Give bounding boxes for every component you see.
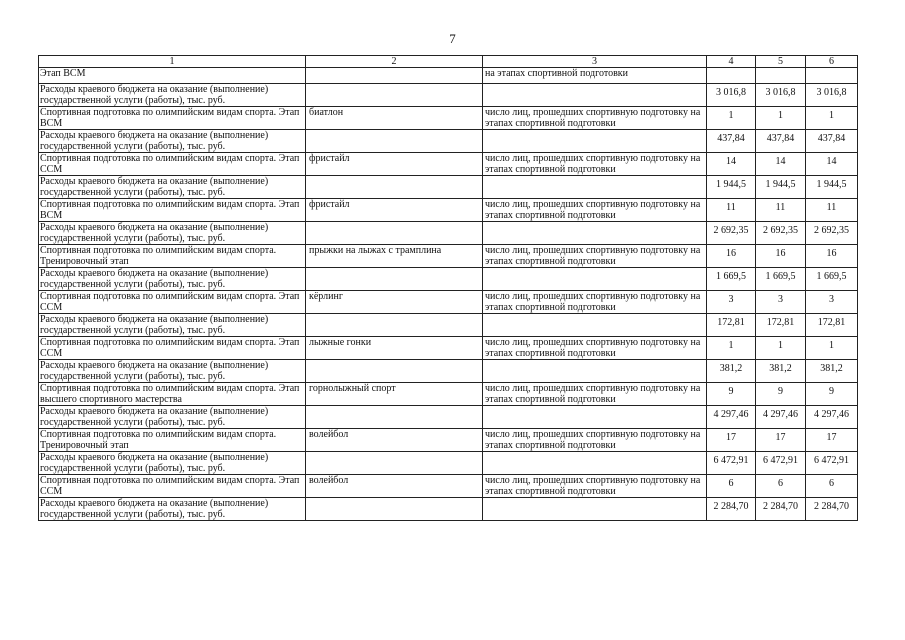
value-text: 17: [826, 432, 837, 443]
empty-cell: [483, 222, 707, 245]
value-text: 437,84: [766, 133, 795, 144]
value-cell: [756, 314, 806, 337]
page-number: 7: [449, 31, 456, 46]
value-text: 381,2: [719, 363, 743, 374]
value-text: 3: [829, 294, 834, 305]
value-text: 4 297,46: [713, 409, 749, 420]
sport-cell: волейбол: [306, 475, 483, 498]
value-cell: [707, 452, 756, 475]
expense-label-cell: Расходы краевого бюджета на оказание (выполнение) государственной услуги (работы), тыс. руб.: [39, 268, 306, 291]
value-text: 2 284,70: [814, 501, 849, 512]
expense-row: [39, 406, 858, 429]
quantity-row: [39, 429, 858, 452]
value-cell: [806, 452, 858, 475]
value-cell: [707, 406, 756, 429]
sport-cell: волейбол: [306, 429, 483, 452]
expense-label-cell: Расходы краевого бюджета на оказание (выполнение) государственной услуги (работы), тыс. руб.: [39, 222, 306, 245]
sport-cell: биатлон: [306, 107, 483, 130]
expense-label-cell: Расходы краевого бюджета на оказание (выполнение) государственной услуги (работы), тыс. руб.: [39, 406, 306, 429]
service-cell: Спортивная подготовка по олимпийским видам спорта. Этап ССМ: [39, 475, 306, 498]
value-text: 4 297,46: [814, 409, 849, 420]
value-text: 2 284,70: [713, 501, 749, 512]
empty-cell: [483, 360, 707, 383]
value-text: 14: [775, 156, 786, 167]
value-cell: [806, 360, 858, 383]
quantity-row: [39, 337, 858, 360]
value-text: 1: [829, 340, 834, 351]
value-cell: [707, 245, 756, 268]
value-text: 1: [778, 110, 783, 121]
header-col-4: 4: [707, 56, 756, 68]
empty-cell: [483, 314, 707, 337]
expense-row: [39, 176, 858, 199]
empty-cell: [483, 452, 707, 475]
value-text: 6: [728, 478, 734, 489]
value-text: 3: [778, 294, 783, 305]
value-text: 2 692,35: [814, 225, 849, 236]
value-text: 16: [826, 248, 837, 259]
empty-cell: [306, 360, 483, 383]
value-cell: [806, 406, 858, 429]
empty-cell: [483, 498, 707, 521]
expense-label-cell: Расходы краевого бюджета на оказание (выполнение) государственной услуги (работы), тыс. руб.: [39, 360, 306, 383]
value-cell: [806, 84, 858, 107]
value-text: 1 669,5: [765, 271, 796, 282]
value-cell: [806, 107, 858, 130]
expense-label-cell: Расходы краевого бюджета на оказание (выполнение) государственной услуги (работы), тыс. руб.: [39, 176, 306, 199]
expense-row: [39, 314, 858, 337]
value-cell: [756, 199, 806, 222]
value-text: 381,2: [820, 363, 843, 374]
indicator-cell: число лиц, прошедших спортивную подготовку на этапах спортивной подготовки: [483, 475, 707, 498]
indicator-cell: число лиц, прошедших спортивную подготовку на этапах спортивной подготовки: [483, 153, 707, 176]
value-cell: [806, 130, 858, 153]
value-cell: [806, 199, 858, 222]
expense-row: [39, 360, 858, 383]
value-cell: [707, 337, 756, 360]
quantity-row: [39, 153, 858, 176]
quantity-row: [39, 475, 858, 498]
header-col-6: 6: [806, 56, 858, 68]
service-cell: Спортивная подготовка по олимпийским видам спорта. Этап высшего спортивного мастерства: [39, 383, 306, 406]
empty-cell: [306, 498, 483, 521]
expense-row: [39, 498, 858, 521]
value-cell: [806, 429, 858, 452]
value-text: 1: [778, 340, 783, 351]
value-cell: [756, 153, 806, 176]
sport-cell: фристайл: [306, 153, 483, 176]
value-cell: [707, 153, 756, 176]
expense-label-cell: Расходы краевого бюджета на оказание (выполнение) государственной услуги (работы), тыс. руб.: [39, 84, 306, 107]
expense-row: [39, 130, 858, 153]
sport-cell: кёрлинг: [306, 291, 483, 314]
value-cell: [756, 360, 806, 383]
service-cell: Этап ВСМ: [39, 68, 306, 84]
sport-cell: фристайл: [306, 199, 483, 222]
header-col-3: 3: [483, 56, 707, 68]
value-cell: [707, 498, 756, 521]
value-text: 1 944,5: [716, 179, 746, 190]
sport-cell: прыжки на лыжах с трамплина: [306, 245, 483, 268]
empty-cell: [483, 268, 707, 291]
value-cell: [806, 498, 858, 521]
indicator-cell: число лиц, прошедших спортивную подготовку на этапах спортивной подготовки: [483, 383, 707, 406]
value-cell: [756, 383, 806, 406]
value-cell: [756, 107, 806, 130]
value-cell: [806, 291, 858, 314]
value-text: 9: [829, 386, 834, 397]
empty-cell: [306, 406, 483, 429]
empty-cell: [306, 84, 483, 107]
expense-row: [39, 268, 858, 291]
header-col-2: 2: [306, 56, 483, 68]
value-text: 14: [826, 156, 837, 167]
value-cell: [806, 222, 858, 245]
quantity-row: [39, 199, 858, 222]
value-text: 381,2: [769, 363, 792, 374]
value-cell: [707, 268, 756, 291]
value-text: 1 669,5: [816, 271, 847, 282]
indicator-cell: число лиц, прошедших спортивную подготовку на этапах спортивной подготовки: [483, 291, 707, 314]
value-cell: [756, 406, 806, 429]
header-row: [39, 56, 858, 68]
value-text: 6: [829, 478, 834, 489]
value-text: 14: [726, 156, 736, 167]
value-cell: [756, 245, 806, 268]
header-col-5: 5: [756, 56, 806, 68]
quantity-row: [39, 245, 858, 268]
service-cell: Спортивная подготовка по олимпийским видам спорта. Этап ССМ: [39, 153, 306, 176]
value-text: 6 472,91: [763, 455, 798, 466]
value-cell: [707, 314, 756, 337]
service-cell: Спортивная подготовка по олимпийским видам спорта. Этап ССМ: [39, 337, 306, 360]
value-text: 1 669,5: [716, 271, 746, 282]
value-cell: [707, 130, 756, 153]
empty-cell: [483, 406, 707, 429]
value-text: 11: [775, 202, 786, 213]
service-cell: Спортивная подготовка по олимпийским видам спорта. Этап ССМ: [39, 291, 306, 314]
value-text: 172,81: [817, 317, 846, 328]
value-text: 1 944,5: [765, 179, 796, 190]
header-col-1: 1: [39, 56, 306, 68]
quantity-row: [39, 107, 858, 130]
value-text: 2 692,35: [713, 225, 749, 236]
value-cell: [707, 360, 756, 383]
value-text: 17: [775, 432, 786, 443]
value-cell: [756, 222, 806, 245]
value-cell: [756, 268, 806, 291]
value-text: 6: [778, 478, 783, 489]
sport-cell: [306, 68, 483, 84]
indicator-cell: число лиц, прошедших спортивную подготовку на этапах спортивной подготовки: [483, 199, 707, 222]
value-text: 16: [775, 248, 786, 259]
value-cell: [707, 222, 756, 245]
value-cell: [806, 475, 858, 498]
value-text: 437,84: [817, 133, 846, 144]
value-cell: [756, 475, 806, 498]
value-cell: [707, 176, 756, 199]
empty-cell: [483, 176, 707, 199]
value-cell: [806, 383, 858, 406]
value-text: 11: [726, 202, 736, 213]
value-cell: [806, 153, 858, 176]
value-cell: [756, 84, 806, 107]
empty-cell: [306, 452, 483, 475]
value-cell: [806, 245, 858, 268]
value-text: 4 297,46: [763, 409, 798, 420]
service-cell: Спортивная подготовка по олимпийским видам спорта. Тренировочный этап: [39, 245, 306, 268]
expense-label-cell: Расходы краевого бюджета на оказание (выполнение) государственной услуги (работы), тыс. руб.: [39, 130, 306, 153]
value-text: 172,81: [717, 317, 745, 328]
value-cell: [756, 291, 806, 314]
empty-cell: [306, 130, 483, 153]
value-text: 2 284,70: [763, 501, 798, 512]
value-cell: [707, 383, 756, 406]
quantity-row: [39, 291, 858, 314]
value-cell: [756, 337, 806, 360]
value-cell: [806, 337, 858, 360]
value-text: 9: [778, 386, 783, 397]
value-text: 1: [728, 110, 734, 121]
service-cell: Спортивная подготовка по олимпийским видам спорта. Тренировочный этап: [39, 429, 306, 452]
value-text: 1 944,5: [816, 179, 847, 190]
value-cell: [707, 291, 756, 314]
value-cell: [806, 176, 858, 199]
expense-row: [39, 84, 858, 107]
value-cell: [806, 268, 858, 291]
value-cell: [707, 68, 756, 84]
value-text: 11: [826, 202, 837, 213]
value-text: 9: [728, 386, 734, 397]
empty-cell: [306, 222, 483, 245]
value-text: 3 016,8: [716, 87, 746, 98]
value-text: 6 472,91: [713, 455, 749, 466]
empty-cell: [306, 314, 483, 337]
value-cell: [707, 475, 756, 498]
value-text: 17: [726, 432, 736, 443]
value-cell: [707, 84, 756, 107]
empty-cell: [483, 130, 707, 153]
value-cell: [707, 429, 756, 452]
value-text: 16: [726, 248, 736, 259]
value-text: 3 016,8: [765, 87, 796, 98]
value-cell: [806, 68, 858, 84]
value-cell: [707, 107, 756, 130]
empty-cell: [483, 84, 707, 107]
expense-row: [39, 222, 858, 245]
value-cell: [756, 429, 806, 452]
value-cell: [756, 498, 806, 521]
indicator-cell: на этапах спортивной подготовки: [483, 68, 707, 84]
value-cell: [707, 199, 756, 222]
sport-cell: лыжные гонки: [306, 337, 483, 360]
indicator-cell: число лиц, прошедших спортивную подготовку на этапах спортивной подготовки: [483, 245, 707, 268]
service-cell: Спортивная подготовка по олимпийским видам спорта. Этап ВСМ: [39, 199, 306, 222]
value-cell: [756, 452, 806, 475]
value-cell: [756, 130, 806, 153]
value-cell: [756, 68, 806, 84]
sport-cell: горнолыжный спорт: [306, 383, 483, 406]
service-cell: Спортивная подготовка по олимпийским видам спорта. Этап ВСМ: [39, 107, 306, 130]
expense-label-cell: Расходы краевого бюджета на оказание (выполнение) государственной услуги (работы), тыс. руб.: [39, 314, 306, 337]
continuation-row: [39, 68, 858, 84]
indicator-cell: число лиц, прошедших спортивную подготовку на этапах спортивной подготовки: [483, 107, 707, 130]
indicator-cell: число лиц, прошедших спортивную подготовку на этапах спортивной подготовки: [483, 337, 707, 360]
expense-row: [39, 452, 858, 475]
empty-cell: [306, 268, 483, 291]
value-text: 1: [829, 110, 834, 121]
value-text: 3: [728, 294, 734, 305]
value-text: 3 016,8: [816, 87, 847, 98]
quantity-row: [39, 383, 858, 406]
value-text: 437,84: [717, 133, 745, 144]
value-text: 172,81: [766, 317, 795, 328]
services-table: [38, 55, 858, 521]
empty-cell: [306, 176, 483, 199]
value-cell: [806, 314, 858, 337]
expense-label-cell: Расходы краевого бюджета на оказание (выполнение) государственной услуги (работы), тыс. руб.: [39, 452, 306, 475]
value-cell: [756, 176, 806, 199]
value-text: 6 472,91: [814, 455, 849, 466]
expense-label-cell: Расходы краевого бюджета на оказание (выполнение) государственной услуги (работы), тыс. руб.: [39, 498, 306, 521]
value-text: 1: [728, 340, 734, 351]
value-text: 2 692,35: [763, 225, 798, 236]
indicator-cell: число лиц, прошедших спортивную подготовку на этапах спортивной подготовки: [483, 429, 707, 452]
